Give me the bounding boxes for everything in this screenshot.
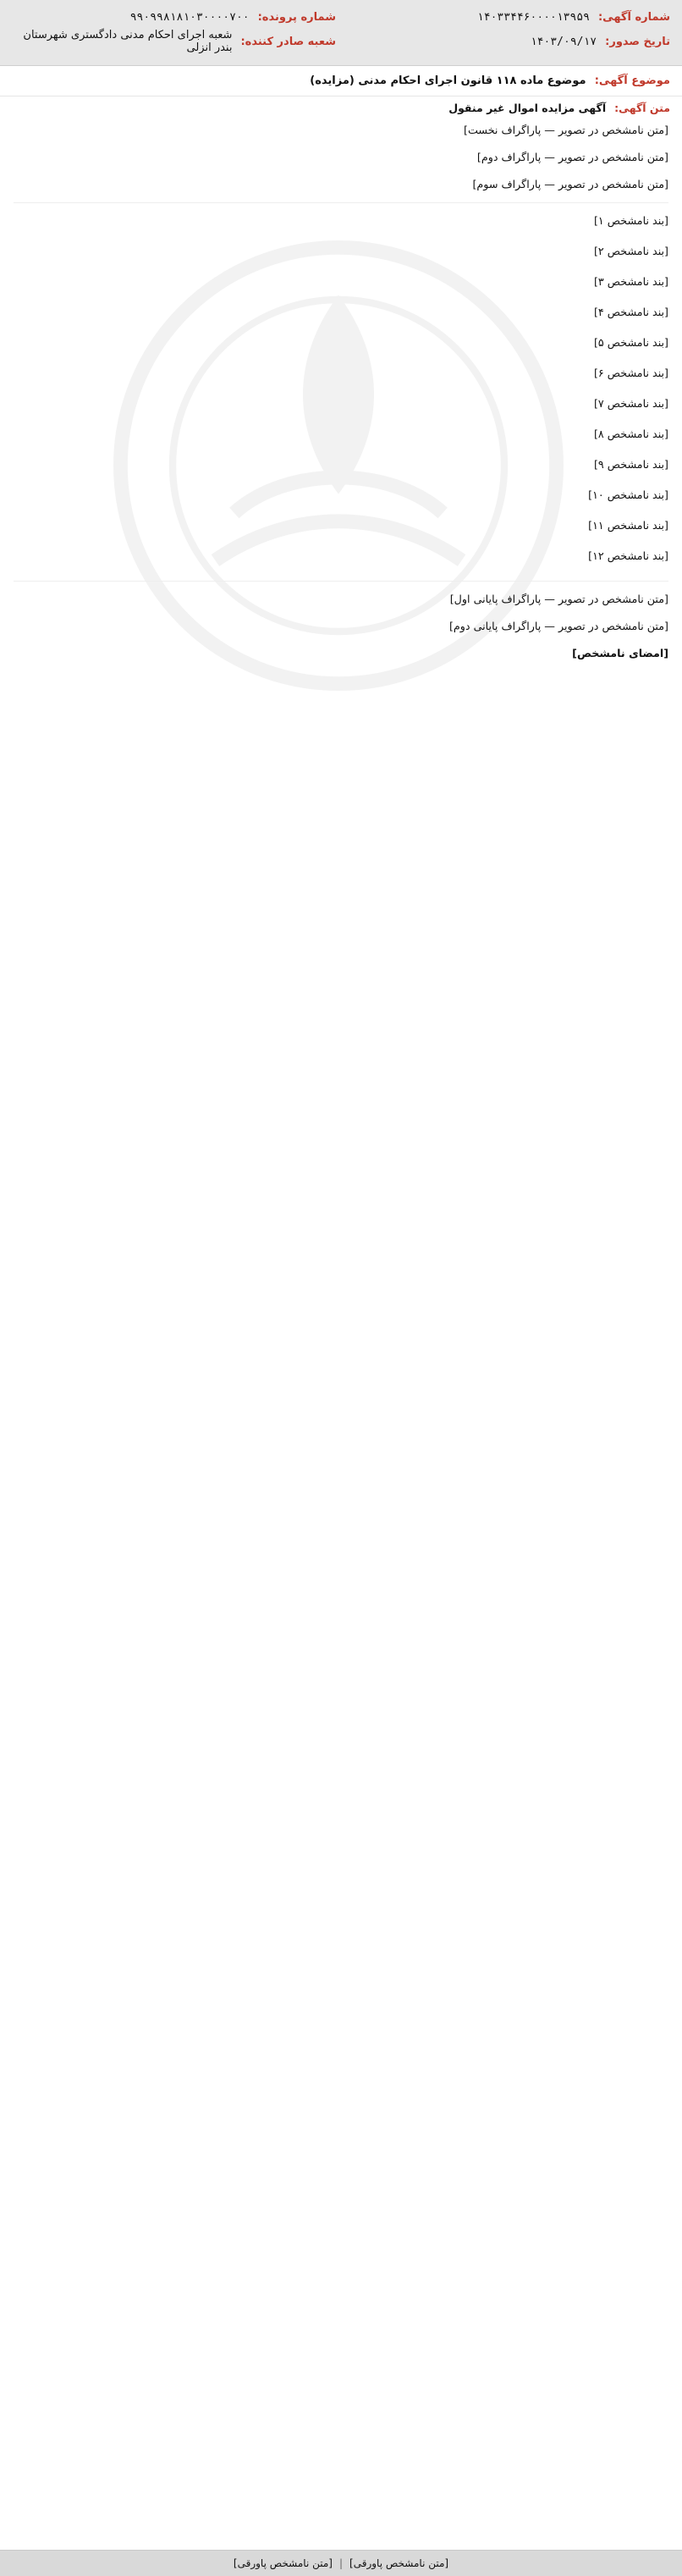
list-item: [14, 425, 668, 450]
item-text: [بند نامشخص ۶]: [593, 367, 668, 379]
header-field: [12, 26, 336, 57]
issue-date-label: تاریخ صدور:: [605, 35, 670, 48]
notice-body: [0, 114, 682, 663]
case-number-value: ۹۹۰۹۹۸۱۸۱۰۳۰۰۰۰۷۰۰: [129, 11, 250, 24]
closing-paragraph: [متن نامشخص در تصویر — پاراگراف پایانی دوم]: [448, 620, 668, 632]
intro-paragraph: [متن نامشخص در تصویر — پاراگراف سوم]: [472, 178, 668, 190]
issuing-branch-label: شعبه صادر کننده:: [240, 35, 336, 48]
footer-separator: |: [338, 2557, 344, 2569]
item-text: [بند نامشخص ۴]: [593, 306, 668, 318]
list-item: [14, 547, 668, 572]
list-item: [14, 273, 668, 298]
list-item: [14, 364, 668, 389]
ad-title-row: [0, 97, 682, 114]
item-text: [بند نامشخص ۱۲]: [588, 549, 668, 562]
header-field: [12, 8, 336, 26]
item-text: [بند نامشخص ۱]: [593, 214, 668, 227]
item-text: [بند نامشخص ۱۰]: [588, 488, 668, 501]
divider: [14, 202, 668, 203]
list-item: [14, 334, 668, 359]
list-item: [14, 212, 668, 237]
subject-row: [0, 66, 682, 97]
footer-text-right: [متن نامشخص پاورقی]: [349, 2557, 449, 2569]
divider: [14, 581, 668, 582]
subject-text: موضوع ماده ۱۱۸ قانون اجرای احکام مدنی (مزایده): [310, 74, 586, 87]
item-text: [بند نامشخص ۵]: [593, 336, 668, 349]
issuing-branch-value: شعبه اجرای احکام مدنی دادگستری شهرستان بندر انزلی: [23, 29, 233, 54]
intro-paragraph: [متن نامشخص در تصویر — پاراگراف دوم]: [476, 151, 668, 163]
item-text: [بند نامشخص ۷]: [593, 397, 668, 410]
subject-label: موضوع آگهی:: [594, 74, 670, 87]
list-item: [14, 303, 668, 328]
signature: [امضای نامشخص]: [572, 647, 668, 659]
issue-date-value: ۱۴۰۳/۰۹/۱۷: [530, 35, 597, 48]
ad-title-text: آگهی مزایده اموال غیر منقول: [448, 102, 607, 114]
item-text: [بند نامشخص ۸]: [593, 427, 668, 440]
notice-header: [0, 0, 682, 66]
footer-bar: [0, 2550, 682, 2576]
header-field: [346, 26, 670, 57]
item-text: [بند نامشخص ۳]: [593, 275, 668, 288]
item-text: [بند نامشخص ۱۱]: [588, 519, 668, 532]
closing-paragraph: [متن نامشخص در تصویر — پاراگراف پایانی اول]: [449, 593, 668, 605]
ad-number-label: شماره آگهی:: [597, 11, 670, 24]
intro-paragraph: [متن نامشخص در تصویر — پاراگراف نخست]: [464, 124, 668, 136]
footer-text-left: [متن نامشخص پاورقی]: [233, 2557, 333, 2569]
header-field: [346, 8, 670, 26]
list-item: [14, 516, 668, 542]
item-text: [بند نامشخص ۹]: [593, 458, 668, 471]
list-item: [14, 486, 668, 511]
list-item: [14, 242, 668, 268]
list-item: [14, 394, 668, 420]
case-number-label: شماره پرونده:: [257, 11, 336, 24]
ad-number-value: ۱۴۰۳۳۴۴۶۰۰۰۰۱۳۹۵۹: [476, 11, 590, 24]
item-text: [بند نامشخص ۲]: [593, 245, 668, 257]
ad-text-label: متن آگهی:: [614, 102, 670, 114]
list-item: [14, 455, 668, 481]
